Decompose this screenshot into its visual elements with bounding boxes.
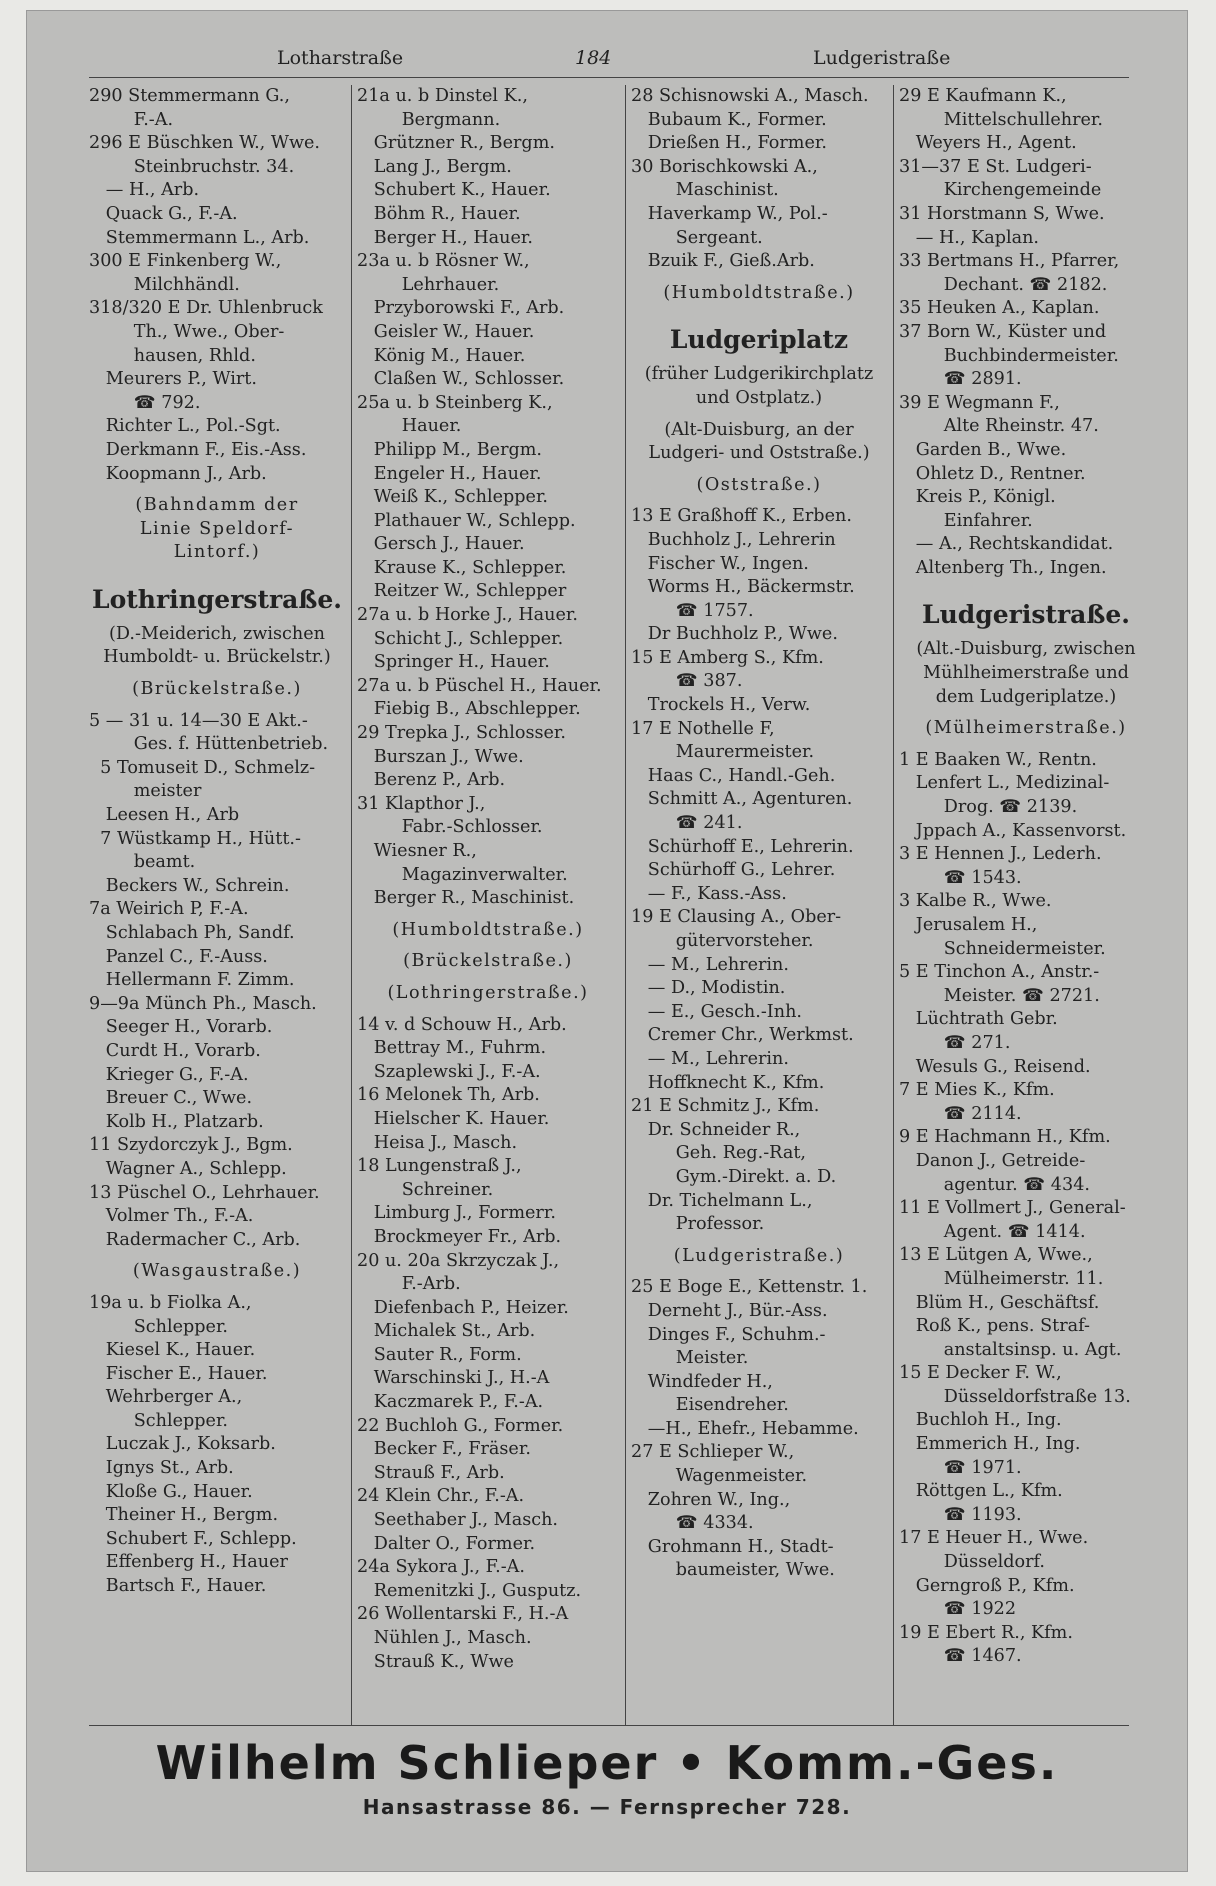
column-1 [89, 85, 345, 1725]
street-note: (Alt.-Duisburg, zwischen [916, 639, 1136, 660]
directory-entry: Fischer W., Ingen. [631, 553, 809, 574]
directory-entry: ☎ 1757. [631, 600, 754, 621]
directory-entry: Schreiner. [357, 1179, 494, 1200]
directory-entry: Lüchtrath Gebr. [899, 1009, 1058, 1030]
directory-entry: 9—9a Münch Ph., Masch. [89, 993, 317, 1014]
directory-entry: Grohmann H., Stadt- [631, 1536, 834, 1557]
directory-entry: — H., Arb. [89, 180, 200, 201]
directory-entry: 15 E Decker F. W., [899, 1363, 1062, 1384]
directory-entry: meister [89, 781, 202, 802]
directory-entry: Dalter O., Former. [357, 1533, 536, 1554]
street-note: (Brückelstraße.) [132, 679, 302, 700]
directory-entry: Buchloh H., Ing. [899, 1410, 1062, 1431]
street-note: (früher Ludgerikirchplatz [644, 364, 874, 385]
directory-entry: 24 Klein Chr., F.-A. [357, 1486, 525, 1507]
directory-entry: 1 E Baaken W., Rentn. [899, 749, 1097, 770]
directory-entry: 31—37 E St. Ludgeri- [899, 156, 1092, 177]
directory-entry: Brockmeyer Fr., Arb. [357, 1226, 562, 1247]
directory-entry [631, 466, 887, 474]
directory-entry: Krause K., Schlepper. [357, 557, 567, 578]
directory-entry: ☎ 1971. [899, 1457, 1022, 1478]
directory-entry: 7 Wüstkamp H., Hütt.- [89, 828, 301, 849]
directory-entry: — H., Kaplan. [899, 227, 1040, 248]
directory-entry: 7 E Mies K., Kfm. [899, 1080, 1055, 1101]
directory-entry: 35 Heuken A., Kaplan. [899, 298, 1100, 319]
directory-entry: Worms H., Bäckermstr. [631, 577, 855, 598]
directory-entry: Düsseldorf. [899, 1552, 1046, 1573]
directory-entry: — A., Rechtskandidat. [899, 534, 1114, 555]
directory-entry: 22 Buchloh G., Former. [357, 1415, 564, 1436]
directory-page [26, 10, 1188, 1872]
directory-entry: Mülheimerstr. 11. [899, 1268, 1104, 1289]
directory-entry: Danon J., Getreide- [899, 1150, 1086, 1171]
directory-entry: Bettray M., Fuhrm. [357, 1038, 547, 1059]
directory-entry: Leesen H., Arb [89, 805, 240, 826]
directory-entry: 11 Szydorczyk J., Bgm. [89, 1135, 293, 1156]
directory-entry [357, 911, 619, 919]
directory-entry [631, 1268, 887, 1276]
directory-entry: 318/320 E Dr. Uhlenbruck [89, 298, 323, 319]
directory-entry: Radermacher C., Arb. [89, 1229, 301, 1250]
directory-entry: 11 E Vollmert J., General- [899, 1198, 1126, 1219]
directory-entry: 7a Weirich P, F.-A. [89, 899, 249, 920]
directory-entry: Ohletz D., Rentner. [899, 463, 1086, 484]
directory-entry: Berenz P., Arb. [357, 770, 506, 791]
street-note: (Brückelstraße.) [403, 951, 573, 972]
directory-entry: Bartsch F., Hauer. [89, 1576, 267, 1597]
directory-entry [89, 702, 345, 710]
directory-entry: — D., Modistin. [631, 978, 786, 999]
header-rule [89, 77, 1129, 78]
directory-entry: Kolb H., Platzarb. [89, 1111, 264, 1132]
column-divider [893, 85, 894, 1725]
directory-entry: Richter L., Pol.-Sgt. [89, 416, 281, 437]
street-note: Lintorf.) [173, 542, 261, 563]
directory-entry: Claßen W., Schlosser. [357, 369, 565, 390]
directory-entry: Dr. Tichelmann L., [631, 1190, 813, 1211]
directory-entry: Schürhoff G., Lehrer. [631, 860, 836, 881]
directory-entry: Drog. ☎ 2139. [899, 797, 1078, 818]
street-note: (Lothringerstraße.) [387, 982, 589, 1003]
directory-entry: 19a u. b Fiolka A., [89, 1292, 252, 1313]
directory-entry [631, 497, 887, 505]
directory-entry: Schubert F., Schlepp. [89, 1528, 297, 1549]
directory-entry: ☎ 1922 [899, 1599, 1017, 1620]
directory-entry: 5 Tomuseit D., Schmelz- [89, 757, 316, 778]
street-note: (Wasgaustraße.) [132, 1261, 302, 1282]
directory-entry: Gerngroß P., Kfm. [899, 1575, 1075, 1596]
directory-entry [89, 1284, 345, 1292]
directory-entry: Haverkamp W., Pol.- [631, 203, 828, 224]
directory-entry: Professor. [631, 1214, 765, 1235]
directory-entry: Alte Rheinstr. 47. [899, 416, 1099, 437]
street-note: Linie Speldorf- [139, 518, 295, 539]
directory-entry: Berger R., Maschinist. [357, 888, 575, 909]
directory-entry: Gym.-Direkt. a. D. [631, 1166, 837, 1187]
directory-entry: 25a u. b Steinberg K., [357, 392, 553, 413]
directory-entry: 5 E Tinchon A., Anstr.- [899, 962, 1100, 983]
directory-entry: Mittelschullehrer. [899, 109, 1103, 130]
directory-entry: Philipp M., Bergm. [357, 439, 543, 460]
street-heading: Lothringerstraße. [92, 584, 342, 614]
directory-entry: Wagner A., Schlepp. [89, 1158, 287, 1179]
directory-entry: Bergmann. [357, 109, 501, 130]
directory-entry: Springer H., Hauer. [357, 652, 550, 673]
directory-entry: Agent. ☎ 1414. [899, 1221, 1086, 1242]
directory-entry: Maschinist. [631, 180, 779, 201]
directory-entry: 39 E Wegmann F., [899, 392, 1060, 413]
header-right: Ludgeristraße [813, 47, 951, 69]
directory-entry: ☎ 271. [899, 1032, 1011, 1053]
directory-entry: Böhm R., Hauer. [357, 203, 521, 224]
directory-entry: Dinges F., Schuhm.- [631, 1324, 826, 1345]
directory-entry: hausen, Rhld. [89, 345, 256, 366]
directory-entry: Grützner R., Bergm. [357, 133, 555, 154]
directory-entry [899, 580, 1153, 588]
directory-entry: 37 Born W., Küster und [899, 321, 1107, 342]
directory-entry: Bzuik F., Gieß.Arb. [631, 251, 815, 272]
directory-entry: Limburg J., Formerr. [357, 1203, 556, 1224]
directory-entry: 3 E Hennen J., Lederh. [899, 844, 1102, 865]
street-note: (Humboldtstraße.) [392, 919, 584, 940]
directory-entry: Röttgen L., Kfm. [899, 1481, 1063, 1502]
directory-entry: ☎ 1467. [899, 1646, 1022, 1667]
directory-entry: Cremer Chr., Werkmst. [631, 1025, 854, 1046]
directory-entry: ☎ 1543. [899, 867, 1022, 888]
column-divider [351, 85, 352, 1725]
directory-entry: 14 v. d Schouw H., Arb. [357, 1014, 567, 1035]
column-2 [357, 85, 619, 1725]
directory-entry [631, 1237, 887, 1245]
page-number: 184 [575, 47, 612, 69]
street-heading: Ludgeriplatz [669, 325, 849, 355]
directory-entry: Steinbruchstr. 34. [89, 156, 295, 177]
directory-entry: Wiesner R., [357, 841, 477, 861]
directory-entry: Düsseldorfstraße 13. [899, 1386, 1131, 1407]
street-note: (Ludgeristraße.) [673, 1245, 845, 1266]
column-divider [625, 85, 626, 1725]
directory-entry: Diefenbach P., Heizer. [357, 1297, 569, 1318]
directory-entry: Garden B., Wwe. [899, 439, 1067, 460]
directory-entry: Eisendreher. [631, 1395, 789, 1416]
directory-entry: Altenberg Th., Ingen. [899, 557, 1107, 578]
directory-entry: Buchbindermeister. [899, 345, 1119, 366]
directory-entry: 27a u. b Püschel H., Hauer. [357, 675, 602, 696]
directory-entry: — E., Gesch.-Inh. [631, 1001, 803, 1022]
directory-entry: Weyers H., Agent. [899, 133, 1077, 154]
directory-entry: 15 E Amberg S., Kfm. [631, 647, 824, 668]
directory-entry: Kiesel K., Hauer. [89, 1340, 256, 1361]
directory-entry: agentur. ☎ 434. [899, 1174, 1090, 1195]
directory-entry: Milchhändl. [89, 274, 240, 295]
directory-entry: Breuer C., Wwe. [89, 1088, 253, 1109]
street-note: (Bahndamm der [135, 495, 299, 516]
directory-entry: 29 E Kaufmann K., [899, 86, 1067, 106]
directory-entry: 24a Sykora J., F.-A. [357, 1557, 525, 1578]
page-header [27, 39, 1187, 75]
directory-entry: anstaltsinsp. u. Agt. [899, 1339, 1122, 1360]
directory-entry: Berger H., Hauer. [357, 227, 533, 248]
directory-entry: Sergeant. [631, 227, 763, 248]
directory-entry: Burszan J., Wwe. [357, 746, 524, 767]
directory-entry: Meurers P., Wirt. [89, 369, 257, 390]
footer-rule [89, 1725, 1129, 1726]
directory-entry: Meister. ☎ 2721. [899, 985, 1100, 1006]
directory-entry: Schmitt A., Agenturen. [631, 789, 853, 810]
directory-entry: Schicht J., Schlepper. [357, 628, 564, 649]
directory-entry [357, 974, 619, 982]
directory-entry: gütervorsteher. [631, 931, 814, 951]
directory-entry: Curdt H., Vorarb. [89, 1040, 261, 1061]
directory-entry: Hellermann F. Zimm. [89, 970, 295, 991]
directory-entry: ☎ 387. [631, 671, 743, 692]
directory-entry: Gersch J., Hauer. [357, 534, 525, 555]
directory-entry: 19 E Clausing A., Ober- [631, 907, 842, 928]
directory-entry [357, 1006, 619, 1014]
directory-entry: Th., Wwe., Ober- [89, 321, 285, 342]
directory-entry: Wehrberger A., [89, 1387, 243, 1408]
directory-entry: Schubert K., Hauer. [357, 180, 551, 201]
directory-entry: Koopmann J., Arb. [89, 463, 267, 484]
street-note: Mühlheimerstraße und [923, 663, 1129, 684]
directory-entry: 13 Püschel O., Lehrhauer. [89, 1182, 320, 1203]
directory-entry: Schlepper. [89, 1316, 229, 1337]
directory-entry: — M., Lehrerin. [631, 1048, 789, 1069]
directory-entry: 300 E Finkenberg W., [89, 251, 282, 272]
street-note: (Oststraße.) [696, 474, 822, 495]
directory-entry: Stemmermann L., Arb. [89, 227, 310, 248]
directory-entry: ☎ 2891. [899, 369, 1022, 390]
street-heading: Ludgeristraße. [922, 600, 1130, 630]
directory-entry: 18 Lungenstraß J., [357, 1156, 522, 1177]
directory-entry [631, 274, 887, 282]
directory-entry: 23a u. b Rösner W., [357, 251, 530, 272]
directory-entry: 27 E Schlieper W., [631, 1442, 795, 1463]
directory-entry: Wagenmeister. [631, 1466, 808, 1487]
directory-entry: Strauß K., Wwe [357, 1651, 514, 1672]
directory-entry: Szaplewski J., F.-A. [357, 1061, 541, 1082]
directory-entry: 19 E Ebert R., Kfm. [899, 1622, 1073, 1643]
directory-entry: Luczak J., Koksarb. [89, 1434, 276, 1455]
directory-entry: Schlepper. [89, 1410, 229, 1431]
directory-entry: 31 Horstmann S, Wwe. [899, 203, 1105, 224]
directory-entry: Becker F., Fräser. [357, 1439, 531, 1460]
directory-entry: Effenberg H., Hauer [89, 1552, 288, 1573]
directory-entry: 16 Melonek Th, Arb. [357, 1085, 540, 1106]
directory-entry: 33 Bertmans H., Pfarrer, [899, 251, 1120, 272]
directory-entry: Bubaum K., Former. [631, 109, 827, 130]
directory-entry: 17 E Heuer H., Wwe. [899, 1528, 1089, 1549]
directory-entry: Dr. Schneider R., [631, 1119, 801, 1140]
directory-entry: Plathauer W., Schlepp. [357, 510, 576, 531]
directory-entry: Haas C., Handl.-Geh. [631, 765, 836, 786]
directory-entry: Maurermeister. [631, 742, 815, 763]
directory-entry [357, 942, 619, 950]
directory-entry: Trockels H., Verw. [631, 695, 811, 716]
directory-entry: Krieger G., F.-A. [89, 1064, 249, 1085]
directory-entry: Schlabach Ph, Sandf. [89, 923, 295, 943]
columns [89, 85, 1145, 1725]
directory-entry: F.-A. [89, 109, 174, 130]
directory-entry: 9 E Hachmann H., Kfm. [899, 1127, 1111, 1148]
street-note: (Humboldtstraße.) [663, 282, 855, 303]
directory-entry: Fabr.-Schlosser. [357, 817, 543, 838]
directory-entry: ☎ 241. [631, 813, 743, 834]
street-note: dem Ludgeriplatze.) [935, 686, 1117, 707]
directory-entry: Drießen H., Former. [631, 133, 827, 154]
directory-entry: Lenfert L., Medizinal- [899, 773, 1110, 794]
directory-entry: Sauter R., Form. [357, 1344, 522, 1365]
directory-entry: 3 Kalbe R., Wwe. [899, 891, 1052, 912]
street-note: Ludgeri- und Oststraße.) [648, 443, 870, 464]
directory-entry: Jerusalem H., [899, 915, 1038, 935]
directory-entry: 26 Wollentarski F., H.-A [357, 1604, 569, 1625]
directory-entry [89, 565, 345, 573]
street-note: Humboldt- u. Brückelstr.) [103, 647, 331, 668]
directory-entry: Michalek St., Arb. [357, 1321, 536, 1342]
directory-entry: 13 E Lütgen A, Wwe., [899, 1245, 1093, 1266]
advertisement [27, 1733, 1187, 1819]
directory-entry [89, 670, 345, 678]
directory-entry: —H., Ehefr., Hebamme. [631, 1418, 859, 1439]
directory-entry: Beckers W., Schrein. [89, 875, 290, 896]
directory-entry: Seethaber J., Masch. [357, 1510, 558, 1531]
directory-entry: 17 E Nothelle F, [631, 718, 775, 739]
column-3 [631, 85, 887, 1725]
directory-entry: Hielscher K. Hauer. [357, 1108, 550, 1129]
directory-entry: 290 Stemmermann G., [89, 86, 290, 106]
directory-entry: Emmerich H., Ing. [899, 1434, 1081, 1455]
directory-entry: Buchholz J., Lehrerin [631, 529, 836, 550]
street-note: (D.-Meiderich, zwischen [109, 623, 325, 644]
directory-entry: Roß K., pens. Straf- [899, 1316, 1090, 1337]
directory-entry: F.-Arb. [357, 1274, 461, 1295]
directory-entry: Weiß K., Schlepper. [357, 487, 549, 508]
directory-entry: Geh. Reg.-Rat, [631, 1143, 806, 1164]
directory-entry: Lehrhauer. [357, 274, 500, 295]
directory-entry: ☎ 4334. [631, 1513, 754, 1534]
directory-entry: König M., Hauer. [357, 345, 526, 366]
directory-entry: Seeger H., Vorarb. [89, 1017, 273, 1038]
directory-entry [631, 411, 887, 419]
directory-entry: 28 Schisnowski A., Masch. [631, 86, 869, 106]
directory-entry [631, 305, 887, 313]
directory-entry: 21a u. b Dinstel K., [357, 86, 528, 106]
directory-entry: Kaczmarek P., F.-A. [357, 1392, 544, 1413]
directory-entry: Schürhoff E., Lehrerin. [631, 836, 854, 857]
directory-entry: 30 Borischkowski A., [631, 156, 818, 177]
directory-entry: Fischer E., Hauer. [89, 1363, 268, 1384]
directory-entry: Kreis P., Königl. [899, 487, 1056, 508]
directory-entry: Windfeder H., [631, 1371, 773, 1392]
directory-entry: Volmer Th., F.-A. [89, 1206, 254, 1227]
directory-entry: 27a u. b Horke J., Hauer. [357, 605, 578, 626]
advert-company: Wilhelm Schlieper • Komm.-Ges. [155, 1736, 1059, 1790]
directory-entry: Engeler H., Hauer. [357, 463, 542, 484]
directory-entry: Kirchengemeinde [899, 180, 1102, 201]
directory-entry: Meister. [631, 1348, 749, 1369]
directory-entry [899, 709, 1153, 717]
directory-entry: 31 Klapthor J., [357, 793, 486, 814]
directory-entry: Schneidermeister. [899, 938, 1106, 959]
directory-entry: Hoffknecht K., Kfm. [631, 1072, 825, 1093]
directory-entry [899, 741, 1153, 749]
directory-entry: Jppach A., Kassenvorst. [899, 820, 1127, 841]
directory-entry: Przyborowski F., Arb. [357, 298, 565, 319]
directory-entry: beamt. [89, 852, 196, 873]
street-note: (Alt-Duisburg, an der [664, 419, 854, 440]
directory-entry: Quack G., F.-A. [89, 203, 238, 224]
directory-entry: baumeister, Wwe. [631, 1560, 835, 1581]
directory-entry: Derkmann F., Eis.-Ass. [89, 439, 307, 460]
directory-entry: — F., Kass.-Ass. [631, 883, 787, 904]
directory-entry: Nühlen J., Masch. [357, 1628, 532, 1648]
directory-entry: 13 E Graßhoff K., Erben. [631, 506, 852, 527]
street-note: (Mülheimerstraße.) [925, 718, 1127, 739]
directory-entry: 29 Trepka J., Schlosser. [357, 723, 567, 744]
directory-entry: Zohren W., Ing., [631, 1489, 791, 1510]
directory-entry: Remenitzki J., Gusputz. [357, 1580, 582, 1601]
directory-entry: Derneht J., Bür.-Ass. [631, 1300, 828, 1321]
directory-entry: Geisler W., Hauer. [357, 321, 535, 342]
header-left: Lotharstraße [277, 47, 404, 69]
column-4 [899, 85, 1153, 1725]
directory-entry: Strauß F., Arb. [357, 1462, 505, 1483]
directory-entry: 296 E Büschken W., Wwe. [89, 133, 321, 154]
directory-entry: Kloße G., Hauer. [89, 1481, 253, 1502]
directory-entry: ☎ 2114. [899, 1103, 1022, 1124]
directory-entry: Theiner H., Bergm. [89, 1505, 279, 1526]
directory-entry: 5 — 31 u. 14—30 E Akt.- [89, 710, 308, 731]
directory-entry: Heisa J., Masch. [357, 1132, 518, 1153]
directory-entry: Lang J., Bergm. [357, 156, 512, 177]
directory-entry: ☎ 792. [89, 392, 201, 413]
directory-entry: Magazinverwalter. [357, 864, 568, 885]
directory-entry [89, 486, 345, 494]
directory-entry: Dechant. ☎ 2182. [899, 274, 1108, 295]
directory-entry: Warschinski J., H.-A [357, 1368, 550, 1389]
directory-entry: ☎ 1193. [899, 1504, 1022, 1525]
directory-entry: 25 E Boge E., Kettenstr. 1. [631, 1277, 868, 1298]
advert-address: Hansastrasse 86. — Fernsprecher 728. [362, 1795, 852, 1819]
directory-entry: 21 E Schmitz J., Kfm. [631, 1096, 820, 1117]
directory-entry: Dr Buchholz P., Wwe. [631, 624, 838, 645]
directory-entry: — M., Lehrerin. [631, 954, 789, 975]
directory-entry: Wesuls G., Reisend. [899, 1056, 1091, 1077]
directory-entry: Panzel C., F.-Auss. [89, 946, 268, 967]
street-note: und Ostplatz.) [695, 387, 823, 408]
directory-entry: 20 u. 20a Skrzyczak J., [357, 1250, 560, 1271]
directory-entry [89, 1252, 345, 1260]
directory-entry: Hauer. [357, 416, 462, 437]
directory-entry: Ignys St., Arb. [89, 1458, 234, 1479]
directory-entry: Reitzer W., Schlepper [357, 581, 567, 602]
directory-entry: Blüm H., Geschäftsf. [899, 1292, 1100, 1313]
directory-entry: Ges. f. Hüttenbetrieb. [89, 734, 329, 755]
directory-entry: Fiebig B., Abschlepper. [357, 699, 581, 720]
directory-entry: Einfahrer. [899, 510, 1033, 531]
